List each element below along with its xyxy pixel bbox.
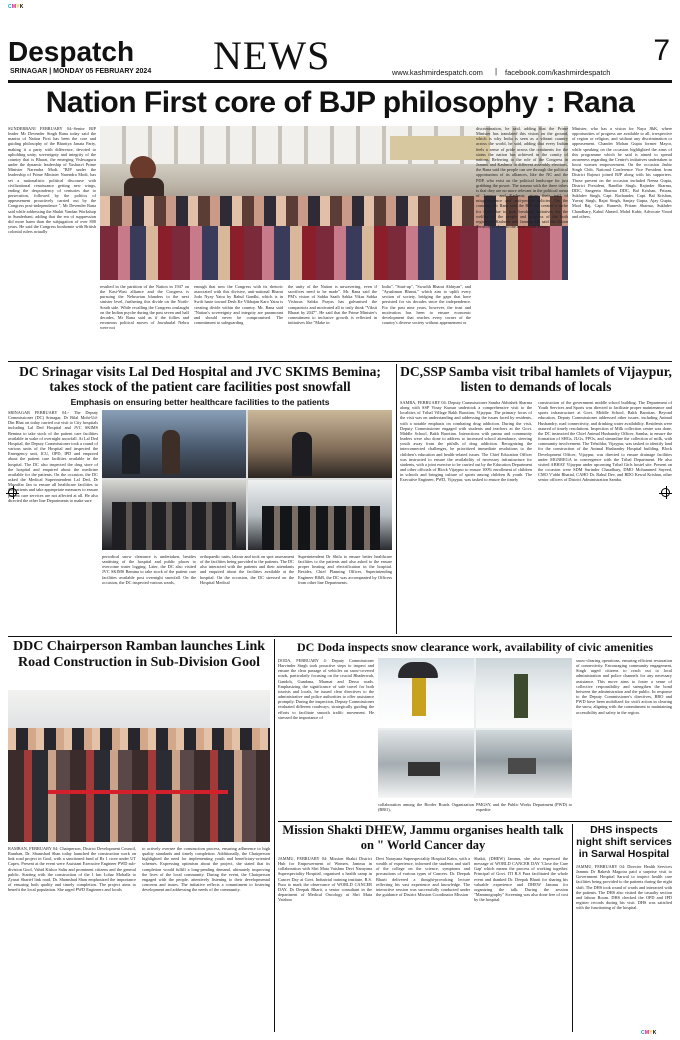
facebook-link[interactable]: facebook.com/kashmirdespatch: [505, 68, 611, 77]
section-rule-1: [8, 361, 672, 362]
section-name: NEWS: [213, 33, 331, 78]
lead-col-5: India", "Start-up", "Swachh Bharat Abhiyan", and "Ayushman Bharat," which aim to uplift every section of society, bridging the gaps that have persisted for six decades since the independence. For the past nine years, however, the trust and motivation has been to ensure economic development that reaches every corner of the country's diverse society without appeasement or: [382, 284, 471, 326]
shakti-col-1: JAMMU, FEBRUARY 04: Mission Shakti District Hub for Empowerment of Women, Jammu in collaboration with Shri Mata Vaishno Devi Narayana Superspeciality Hospital, organised a health camp in Cancer Day at Govt. Industrial training institute, R.S. Pura to mark the observance of WORLD CANCER DAY. Dr Deepak Bharti, a senior consultant in the department of Medical Oncology at Shri Mata Vaishno: [278, 856, 372, 903]
lead-col-1: SUNDERBANI FEBRUARY 04:-Senior BJP leader Mr Devender Singh Rana today said the mantra of Nation First has been the core and guiding philosophy of the Bhartiya Janata Party, making it a party with difference, devoted to upholding unity, sovereignty and integrity of the country that is Bharat, the emerging Vishwaguru under the dynamic leadership of Yashasvi Prime Minister Narendra Modi. "BJP under the leadership of Prime Minister Narendra Modi, has set a nationalistic political discourse with civilizational renaissance getting new wings, ending the despondency of centuries due to persecution, followed by the politics of appeasement proactively carried out by the Congress post-independence ", Mr Devender Rana said while addressing the Shakti Vandan Workshop in Sunderbani, adding that the era of suppression did more harm than the subjugation of over 800 years. He said the Congress bonhomie with British colonial rulers actually: [8, 126, 96, 235]
column-divider-1: [396, 364, 397, 634]
ramban-photo: [8, 690, 270, 842]
cmyk-mark-bottom: CMYK: [641, 1030, 657, 1036]
date-line: SRINAGAR | MONDAY 05 FEBRUARY 2024: [10, 68, 152, 75]
link-separator: |: [495, 67, 498, 76]
section-rule-3: [278, 821, 672, 822]
column-divider-2: [274, 639, 275, 1032]
dcssp-col-1: SAMBA, FEBRUARY 04: Deputy Commissioner Samba Abhishek Sharma along with SSP Vinay Kumar undertook a comprehensive visit to the localities of Tribal Village Bakh Barotian, Vijaypur. The primary focus of the visit was on understanding and addressing the issues faced by residents, with a notable emphasis on combating drug addiction. During the visit, Deputy Commissioner engaged with students and teachers at the Govt. Middle School, Bakh Barotian. Interactions with pannu and community leaders were also done to address to increased school attendance, steering youth away from the pitfalls of drug addiction. Recognizing the interconnected challenges, he prioritized immediate resolutions to the children's education and health-related issues. The Chief Education Officer was instructed to ensure the availability of necessary infrastructure for students, with a joint exercise to be carried out by the Education Department and other officials of Block Vijaypur to ensure 100% enrollment of children in schools and bringing culture of sports among children & youth. The Executive Engineer, PWD, Vijaypur, was tasked to ensure the timely: [400, 400, 532, 483]
shakti-headline: Mission Shakti DHEW, Jammu organises health talk on " World Cancer day: [282, 823, 564, 852]
lead-col-2: resulted in the partition of the Nation in 1947 on the Kasi-Wasi alliance and the Congress is pursuing the Nehruvian blunders to the next sinister level, furthering this divide on the North-South side. While recalling the Congress onslaught on the Indian psyche during the past seven and half decades, Mr Rana said as if the follies and erroneous political moves of Jawaharlal Nehru were not: [100, 284, 189, 331]
dc-srinagar-col-3: orthopaedic units, labour and took on spot assessment of the facilities being provided to the patients. The DC also interacted with the patients and their attendants and enquired about the facilities available at the hospital. On the occasion, the DC stressed on the Hospital Medical: [200, 554, 294, 585]
doda-headline: DC Doda inspects snow clearance work, availability of civic amenities: [297, 640, 653, 654]
ramban-col-1: RAMBAN, FEBRUARY 04: Chairperson, District Development Council, Ramban, Dr. Shamshad Shan today launched the construction work on link road project in Gool, with a sanctioned fund of Rs 1 crore under UT Capex. Present at the event were Assistant Executive Engineer PWD sub-division Gool, Vahid Kishor Saltu and prominent citizens and the general public. Starting with the construction of the 1 km Lohar Mohalla to Zyarat Sharief link road, Dr. Shamshad Shan emphasized the importance of ensuring both quality and timely completion. The project aims to benefit the local population. She urged PWD Engineers and locals: [8, 846, 136, 893]
dc-srinagar-col-1: SRINAGAR FEBRUARY 04:- The Deputy Commissioner (DC) Srinagar, Dr Bilal Mohi-Ud-Din Bhat on today carried out visit to City hospitals including Lal Ded Hospital and JVC SKIMS Bemina to take stock of the patient care facilities available in wake of overnight snowfall. At Lal Ded Hospital, the Deputy Commissioner took a round of various units of the Hospital and inspected the Emergency unit, ICU, OPD, IPD and enquired about the patient care facilities available in the hospital. The DC also inspected the drug store of the hospital and enquired about the medicine available for the patients. On the occasion, the DC asked the Medical Superintendent Lal Ded, Dr Muzaffar Jan to ensure all healthcare facilities to the patients and take appropriate measures to ensure patient care services are not affected at all. He also directed the other line Departments to make sure: [8, 410, 98, 503]
doda-photos: [378, 658, 572, 798]
lead-col-7: Minister, who has a vision for Naya J&K, where opportunities of progress are available to all, irrespective of region or religion, and without any discrimination or appeasement. Chander Mohan Gupta former Mayor, while speaking on the occasion highlighted the aims of this programme which he said is aimed to spread awareness regarding the Centre's initiatives undertaken to boost women empowerment. On the occasion Jasbir Singh Chib, National Conference Vice President from District Rajouri joined BJP along with his supporters. Those present on the occasion included Neena Gupta, District President, Randhir Singh, Rajinder Sharma, DDC, Sangeeta Sharma DDC, Bal Krishan, Pritam, Sukhdev Singh, Capt. Rachander, Capt. Bal Krishan, Yuvraj Singh, Rajat Singh, Sanjay Gupta, Ajay Gupta, Mool Raj, Capt. Ramesh, Pritam Sharma, Sukhdev Chaudhary, Kabul Ahmed, Mohd Kabir, Advocate Vinod and others.: [572, 126, 672, 219]
brand-title: Despatch: [8, 36, 135, 67]
dhs-col-1: JAMMU, FEBRUARY 04: Director Health Services Jammu Dr Rakesh Magotra paid a surprise visit to Government Hospital Sarwal to inspect health care facilities being provided to the patients during the night shift. The DHS took round of wards and interacted with the patients. The DHS also visited the casualty section and labour Room. DHS checked the OPD and IPD register records during his visit. DHS was satisfied with the functioning of the hospital.: [576, 864, 672, 911]
ramban-headline: DDC Chairperson Ramban launches Link Road Construction in Sub-Division Gool: [12, 639, 266, 670]
dc-srinagar-headline: DC Srinagar visits Lal Ded Hospital and JVC SKIMS Bemina; takes stock of the patient care facilities post snowfall: [19, 364, 381, 394]
dc-srinagar-subhead: Emphasis on ensuring better healthcare facilities to the patients: [70, 397, 330, 407]
doda-col-1: DODA, FEBRUARY 4: Deputy Commissioner Harvinder Singh took proactive steps to inspect and ensure the clear passage of vehicles on snow-covered roads, particularly focusing on the crucial Bhaderwah, Gandoh, Gundana, Marmat and Dessa roads. Emphasizing the significance of safe travel for both tourists and locals, he issued clear directives to the administrative and police authorities to offer assistance promptly. During the inspection, Deputy Commissioner evaluated different roadways, strategically guiding the efforts to facilitate smooth traffic movement. He stressed the importance of: [278, 658, 374, 720]
photo-ward-visit: [248, 410, 392, 478]
photo-banner: [390, 136, 490, 160]
ramban-col-2: to actively oversee the construction process, ensuring adherence to high quality standards and timely completion. Additionally, the Chairperson highlighted the need for implementing youth and beneficiary-oriented schemes. Expressing optimism about the project, she stated that its completion would fulfill a long-pending demand, ultimately improving the lives of the local community. During the event, the Chairperson engaged with the people, attentively listening to their developmental concerns and issues. The initiative reflects a commitment to fostering development and addressing the needs of the community.: [142, 846, 270, 893]
column-divider-3: [572, 824, 573, 1032]
lead-col-4: the unity of the Nation is unwavering, even if sacrifices need to be made". Mr. Rana said the PM's vision of Sabka Saath Sabka Vikas Sabka Vishwas Sabka Prayas has galvanised the compatriots and motivated all to truly think "Viksit Bharat by 2047". He said that the Prime Minister's commitment to inclusive growth is reflected in initiatives like "Make in: [288, 284, 377, 326]
section-rule-2: [8, 636, 672, 637]
page-number: 7: [653, 34, 670, 67]
dc-srinagar-photos: [102, 410, 392, 550]
cmyk-mark-top: CMYK: [8, 4, 24, 10]
dcssp-headline: DC,SSP Samba visit tribal hamlets of Vijaypur, listen to demands of locals: [400, 364, 672, 394]
dcssp-col-2: construction of the government middle school building. The Department of Youth Services and Sports was directed to facilitate proper maintenance and sports infrastructure at Govt. Middle School, Bakh Barotian. Beyond education, Deputy Commissioner addressed other issues, including Animal Husbandry, road connectivity, and drinking water availability. Residents were assured of timely resolutions. Inspection of Milk collection centre was done, the DC instructed the Chief Animal Husbandry Officer, Samba, to ensure the formation of SHGs, JLGs, FPOs, and streamline the collection of milk, with community involvement. The Tehsildar, Vijaypur, was tasked to identify land for the construction of the Animal Husbandry Hospital building. Block Development Officer, Vijaypur, was directed to ensure drainage facilities under MGNREGA in convergence with the Tribal Department. He also visited ABHAY Vijaypur under upcoming Tribal Girls hostel site. Present on the occasion were SDM Surinder Chaudhary, DMO Mohammed Sayeed, CMO V'abhi Bhatial, CAHO Dr. Rahul Dev, and BDO Kewal Krishan, other senior officers of District Administration Samba.: [538, 400, 672, 483]
lead-col-3: enough that now the Congress with its rhetoric associated with this divisive, anti-national Bharat Jodo Nyay Yatra by Rahul Gandhi, which is in Swift haste toward Desh Ke Vibhajan Karo Yatra is creating divide within the country. Mr. Rana said "Nation's sovereignty and integrity are paramount and should never be compromised. The commitment to safeguarding: [194, 284, 283, 326]
doda-col-2: collaboration among the Border Roads Organization (BRO),: [378, 802, 474, 813]
website-link[interactable]: www.kashmirdespatch.com: [392, 68, 483, 77]
shakti-col-3: Shakti, (DHEW) Jammu, she also expressed the message of WORLD CANCER DAY 'Close the Care Gap' which means the process of working together. Principal of Govt. ITI R.S Pura facilitated the whole event and thanked Dr. Deepak Bharti for sharing his valuable experience and DHEW Jammu for organizing the talk. During the session "Mammography" Screening was also done free of cost by the hospital.: [474, 856, 568, 903]
shakti-col-2: Devi Narayana Superspeciality Hospital Katra, with a wealth of experience, informed the students and staff of the college on the science, symptoms and precautions of various types of Cancers. Dr. Deepak Bharti delivered a thought-provoking lecture reflecting his vast experience and knowledge. The interactive session was successfully conducted under the guidance of District Mission Coordinator Mission: [376, 856, 470, 898]
doda-col-4: snow-clearing operations, ensuring efficient restoration of connectivity. Encouraging community engagement, Singh urged citizens to reach out to local administration and police channels for any necessary assistance. This move aims to foster a sense of collective responsibility and strengthen the bond between the administration and the public. In response to the Deputy Commissioner's directives, BRO and PWD have been mobilized for swift action in clearing the snow, aligning with the commitment to maintaining accessibility and safety in the region.: [576, 658, 672, 715]
lead-headline: Nation First core of BJP philosophy : Rana: [45, 86, 635, 119]
masthead: [8, 33, 672, 82]
doda-col-3: PMGSY, and the Public Works Department (PWD) to expedite: [476, 802, 572, 813]
ribbon: [48, 790, 228, 794]
dhs-headline: DHS inspects night shift services in Sarwal Hospital: [576, 824, 672, 860]
lead-col-6: discrimination, he said, adding that the Prime Minister has translated this vision on the ground, which is why India is seen as a vibrant country across the world, he said, adding that every Indian feels a sense of pride across the continents for the status the nation has achieved in the comity of nations. Referring to the role of the Congress in Jammu and Kashmir in different assembly elections, the Rana said the people can see through the political opportunism of its alliances, like the NC and the PDP, who exist on the political landscape for just grabbing the power. The trauma with the three tribes is that they are no more relevant in the political arena of Jammu and Kashmir, given their trail of misgovernance and anti-people policies. On the contrary, Mr Rana said the BJP has created a niche for itself due to path breaking initiatives for the welfare of the people and progress of the both regions of Kashmir and Jammu. He said the Union Territory is close to the heart of the Prime: [476, 126, 568, 229]
masthead-rule: [8, 80, 672, 83]
dc-srinagar-col-4: Superintendent Dr Shifa to ensure better healthcare facilities to the patients and also asked to the ensure proper heating and electrification in the hospital. Besides, Chief Planning Officer, Superintending Engineer R&B, the DC was accompanied by Officers from other line Departments.: [298, 554, 392, 585]
dc-srinagar-col-2: periodical snow clearance is undertaken, besides sanitising of the hospital and public places to overcome water logging. Later, the DC also visited JVC SKIMS Bemina to take stock of the patient care facilities available post overnight snowfall. On the occasion, the DC inspected various wards,: [102, 554, 196, 585]
